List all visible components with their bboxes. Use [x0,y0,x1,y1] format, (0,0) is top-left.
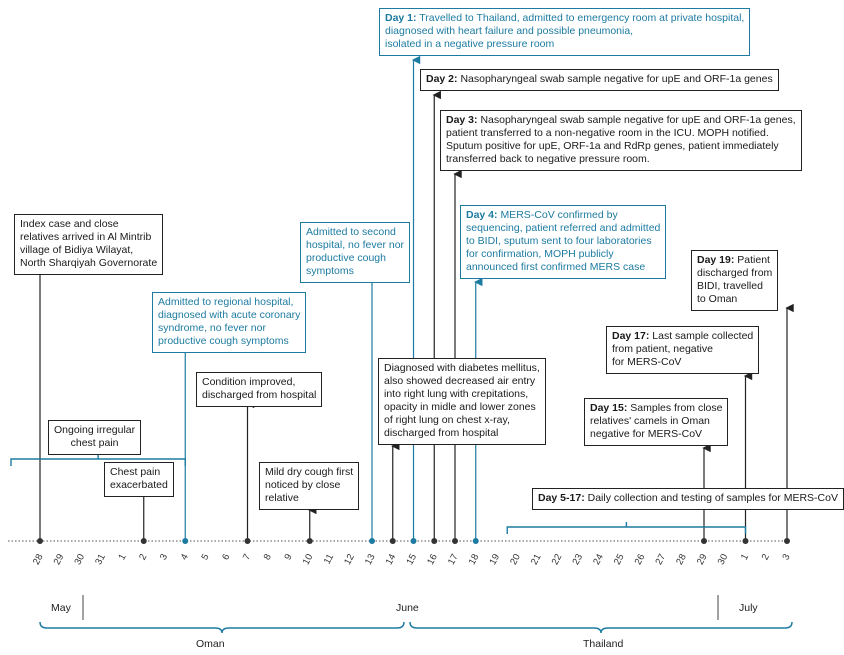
line: isolated in a negative pressure room [385,38,555,50]
line: for confirmation, MOPH publicly [466,248,614,260]
line: symptoms [306,265,354,277]
line: discharged from hospital [202,389,317,401]
line-text: Travelled to Thailand, admitted to emergency room at private hospital, [419,12,745,24]
date-tick-label: 27 [653,552,669,567]
date-tick-label: 4 [178,552,191,563]
day-label: Day 17: [612,330,650,342]
event-condition-improved [196,372,322,407]
event-day19 [691,250,778,311]
date-tick-label: 20 [508,552,523,567]
line: relatives arrived in Al Mintrib [20,231,152,243]
event-dot [245,538,251,544]
event-day3 [440,110,802,171]
date-tick-label: 31 [93,552,108,567]
event-index-case [14,214,163,275]
line-text: Daily collection and testing of samples for MERS-CoV [587,492,838,504]
line: discharged from [697,267,773,279]
line: Admitted to regional hospital, [158,296,294,308]
event-second-hospital [300,222,410,283]
date-tick-label: 3 [157,552,171,563]
line: Mild dry cough first [265,466,354,478]
line [697,254,772,267]
line: to BIDI, sputum sent to four laboratories [466,235,652,247]
line: village of Bidiya Wilayat, [20,244,134,256]
date-tick-label: 18 [466,552,482,567]
date-tick-label: 15 [404,552,420,567]
date-tick-label: 29 [694,552,710,567]
event-dot [390,538,396,544]
line: productive cough [306,252,386,264]
line: discharged from hospital [384,427,499,439]
line: Diagnosed with diabetes mellitus, [384,362,540,374]
day-label: Day 2: [426,73,458,85]
event-dot [307,538,313,544]
line [612,330,753,343]
line: BIDI, travelled [697,280,763,292]
line: sequencing, patient referred and admitted [466,222,661,234]
event-dot [182,538,188,544]
thailand-brace [410,622,792,633]
event-day1 [379,8,750,56]
event-dot [473,538,479,544]
country-oman: Oman [196,638,225,650]
line: North Sharqiyah Governorate [20,257,158,269]
date-tick-label: 19 [487,552,503,567]
day-label: Day 19: [697,254,735,266]
date-tick-label: 3 [780,552,793,563]
line: to Oman [697,293,738,305]
line: patient transferred to a non-negative room in the ICU. MOPH notified. [446,127,769,139]
date-tick-label: 8 [261,552,274,563]
line: diagnosed with heart failure and possible pneumonia, [385,25,634,37]
date-tick-label: 1 [738,552,752,563]
date-tick-label: 5 [199,552,212,563]
line: Ongoing irregular [54,424,136,436]
event-chest-pain [104,462,174,497]
day-label: Day 1: [385,12,417,24]
month-may: May [51,602,71,614]
line: for MERS-CoV [612,356,682,368]
event-dot [431,538,437,544]
date-tick-label: 13 [362,552,378,567]
line: hospital, no fever nor [306,239,405,251]
date-tick-label: 16 [425,552,440,567]
date-tick-label: 28 [30,552,46,567]
day-label: Day 3: [446,114,478,126]
date-tick-label: 14 [383,552,399,567]
line-text: MERS-CoV confirmed by [500,209,618,221]
event-dot [369,538,375,544]
line [446,114,796,127]
line: also showed decreased air entry [384,375,536,387]
line: transferred back to negative pressure room. [446,153,650,165]
line: negative for MERS-CoV [590,428,703,440]
line: chest pain [70,437,119,449]
line: of right lung on chest x-ray, [384,414,510,426]
line: Index case and close [20,218,119,230]
line: noticed by close [265,479,341,491]
date-tick-label: 6 [220,552,233,563]
event-day15 [584,398,728,446]
day-label: Day 5-17: [538,492,585,504]
month-july: July [739,602,758,614]
line: diagnosed with acute coronary [158,309,301,321]
daily-collection-label [532,488,844,510]
line-text: Samples from close [630,402,723,414]
event-dot [452,538,458,544]
event-dot [701,538,707,544]
event-dry-cough [259,462,359,510]
event-day2 [420,69,779,91]
date-tick-label: 9 [282,552,295,563]
irregular-chest-pain-label [48,420,141,455]
line-text: Nasopharyngeal swab sample negative for upE and ORF-1a genes, [480,114,796,126]
line: Sputum positive for upE, ORF-1a and RdRp genes, patient immediately [446,140,779,152]
line: Condition improved, [202,376,296,388]
line [590,402,722,415]
date-tick-label: 10 [300,552,316,567]
line: Admitted to second [306,226,396,238]
date-tick-label: 2 [137,552,150,563]
date-tick-label: 21 [528,552,544,567]
line-text: Patient [737,254,770,266]
date-tick-label: 12 [342,552,357,567]
line: exacerbated [110,479,168,491]
event-dot [141,538,147,544]
event-dot [743,538,749,544]
line [538,492,838,505]
oman-brace [40,622,404,633]
date-tick-label: 22 [549,552,565,567]
event-dot [411,538,417,544]
line [426,73,773,86]
date-tick-label: 24 [591,552,606,567]
line: into right lung with crepitations, [384,388,529,400]
date-tick-label: 30 [715,552,731,567]
month-june: June [396,602,419,614]
date-tick-label: 7 [240,552,254,563]
date-tick-label: 17 [445,552,461,567]
line [466,209,660,222]
daily-collection-bracket [507,527,745,534]
date-tick-label: 11 [321,552,337,567]
line: relatives' camels in Oman [590,415,710,427]
line: relative [265,492,299,504]
country-thailand: Thailand [583,638,624,650]
event-dot [37,538,43,544]
event-day4 [460,205,666,279]
event-day17 [606,326,759,374]
day-label: Day 4: [466,209,498,221]
line: announced first confirmed MERS case [466,261,646,273]
line [385,12,744,25]
date-tick-label: 30 [72,552,88,567]
line: from patient, negative [612,343,713,355]
event-regional-hospital [152,292,306,353]
date-tick-label: 1 [116,552,129,563]
line: productive cough symptoms [158,335,289,347]
line: opacity in midle and lower zones [384,401,536,413]
line-text: Nasopharyngeal swab sample negative for upE and ORF-1a genes [460,73,773,85]
date-tick-label: 25 [611,552,627,567]
line: syndrome, no fever nor [158,322,266,334]
day-label: Day 15: [590,402,628,414]
date-tick-label: 23 [570,552,586,567]
event-diabetes [378,358,546,445]
line: Chest pain [110,466,161,478]
date-tick-label: 29 [51,552,67,567]
date-tick-label: 2 [759,552,772,563]
date-tick-label: 26 [632,552,648,567]
event-dot [784,538,790,544]
date-tick-label: 28 [674,552,689,567]
line-text: Last sample collected [652,330,754,342]
